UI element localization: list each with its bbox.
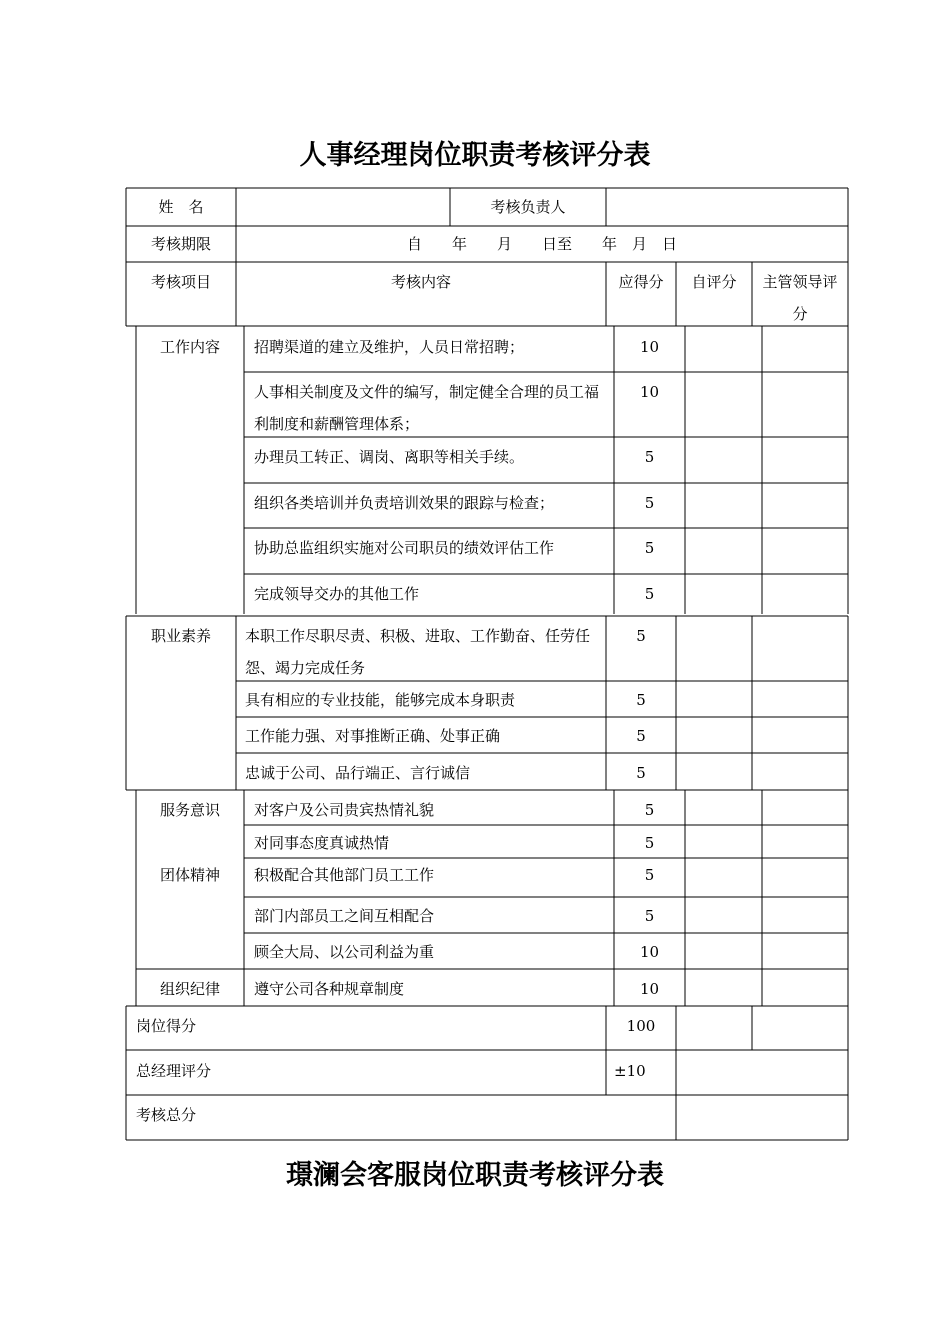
item-content: 组织各类培训并负责培训效果的跟踪与检查； xyxy=(254,494,555,512)
item-content: 工作能力强、对事推断正确、处事正确 xyxy=(245,727,501,745)
gm-score-label: 总经理评分 xyxy=(136,1062,212,1080)
item-score: 5 xyxy=(644,907,655,925)
name-label: 姓 名 xyxy=(158,198,204,216)
item-score: 5 xyxy=(644,494,655,512)
item-content: 对客户及公司贵宾热情礼貌 xyxy=(254,801,435,819)
item-content: 积极配合其他部门员工工作 xyxy=(254,866,435,884)
item-content: 人事相关制度及文件的编写，制定健全合理的员工福利制度和薪酬管理体系； xyxy=(254,383,600,433)
column-header-item: 考核项目 xyxy=(150,273,211,291)
column-header-self: 自评分 xyxy=(691,273,737,291)
category-discipline: 组织纪律 xyxy=(159,980,220,998)
reviewer-label: 考核负责人 xyxy=(490,198,566,216)
item-content: 遵守公司各种规章制度 xyxy=(254,980,405,998)
gm-score-value: ±10 xyxy=(614,1062,646,1080)
item-content: 办理员工转正、调岗、离职等相关手续。 xyxy=(254,448,525,466)
column-header-score: 应得分 xyxy=(618,273,664,291)
column-header-content: 考核内容 xyxy=(390,273,451,291)
page-title: 人事经理岗位职责考核评分表 xyxy=(299,140,651,171)
category-teamwork: 团体精神 xyxy=(159,866,220,884)
item-score: 5 xyxy=(636,727,646,745)
item-content: 顾全大局、以公司利益为重 xyxy=(254,943,435,961)
period-value: 自 年 月 日至 年 月 日 xyxy=(406,235,677,253)
period-label: 考核期限 xyxy=(150,235,211,253)
item-score: 5 xyxy=(644,539,655,557)
position-score-label: 岗位得分 xyxy=(136,1017,197,1035)
item-content: 本职工作尽职尽责、积极、进取、工作勤奋、任劳任怨、竭力完成任务 xyxy=(245,627,591,677)
item-score: 10 xyxy=(639,980,660,998)
item-score: 5 xyxy=(644,866,655,884)
item-content: 具有相应的专业技能，能够完成本身职责 xyxy=(245,691,516,709)
item-content: 部门内部员工之间互相配合 xyxy=(254,907,435,925)
item-score: 5 xyxy=(644,585,655,603)
item-score: 10 xyxy=(639,943,660,961)
item-score: 5 xyxy=(644,448,655,466)
total-score-label: 考核总分 xyxy=(136,1106,197,1124)
position-score-value: 100 xyxy=(626,1017,656,1035)
item-content: 协助总监组织实施对公司职员的绩效评估工作 xyxy=(254,539,555,557)
item-content: 对同事态度真诚热情 xyxy=(254,834,390,852)
item-score: 10 xyxy=(639,338,660,356)
item-score: 5 xyxy=(644,801,655,819)
item-score: 10 xyxy=(639,383,660,401)
column-header-manager: 主管领导评分 xyxy=(762,273,838,323)
item-content: 完成领导交办的其他工作 xyxy=(254,585,420,603)
item-score: 5 xyxy=(636,764,646,782)
category-work-content: 工作内容 xyxy=(159,338,220,356)
item-score: 5 xyxy=(636,691,646,709)
item-content: 忠诚于公司、品行端正、言行诚信 xyxy=(245,764,471,782)
category-service: 服务意识 xyxy=(159,801,220,819)
item-score: 5 xyxy=(644,834,655,852)
next-table-title: 璟澜会客服岗位职责考核评分表 xyxy=(286,1160,664,1191)
category-professionalism: 职业素养 xyxy=(150,627,211,645)
item-content: 招聘渠道的建立及维护，人员日常招聘； xyxy=(254,338,525,356)
item-score: 5 xyxy=(636,627,646,645)
